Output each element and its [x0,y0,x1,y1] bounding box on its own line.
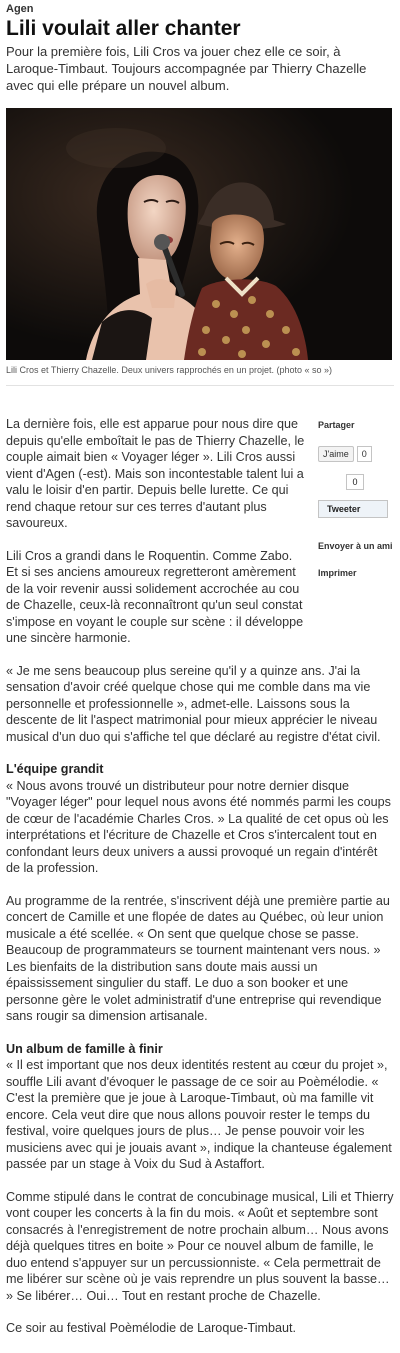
print-link[interactable]: Imprimer [318,568,357,578]
article-header [6,0,394,386]
location-kicker: Agen [6,3,34,15]
article-paragraph-6: « Il est important que nos deux identités restent au cœur du projet », souffle Lili avant d'évoquer le passage de ce soir au Poèmélodie. « C'est la première que je joue à Laroque-Timbaut, où ma famille vit encore. Cela veut dire que nous allons pouvoir rester le temps du festival, voire quelques jours de plus… Je pense pouvoir voir les musiciens avec qui je jouais avant », indique la chanteuse également passée par un stage à Voix du Sud à Astaffort. [6,1058,392,1171]
concert-photo-illustration [6,108,392,360]
section-heading-2: Un album de famille à finir [6,1041,163,1056]
tweet-button[interactable] [318,500,388,518]
tweet-count: 0 [346,474,364,490]
article-title: Lili voulait aller chanter [6,17,241,40]
article-paragraph-3: « Je me sens beaucoup plus sereine qu'il y a quinze ans. J'ai la sensation d'avoir créé quelque chose qui me comble dans ma vie personnelle et professionnelle », admet-elle. Laissons sous la descente de lit l'aspect matrimonial pour mieux apprécier le niveau musical d'un duo qui s'affiche tel que déclaré au registre d'état civil. [6,663,381,744]
article-paragraph-7: Comme stipulé dans le contrat de concubinage musical, Lili et Thierry vont couper les concerts à la fin du mois. « Août et septembre sont consacrés à l'enregistrement de notre prochain album… Nous avons déjà quelques titres en boite » Pour ce nouvel album de famille, le duo entend s'appuyer sur un percussionniste. « Cela permettrait de me libérer sur scène où je vais reprendre un plus souvent la basse… » Se libérer… Oui… Tout en restant proche de Chazelle. [6,1189,394,1303]
article-photo [6,108,392,360]
article-paragraph-8: Ce soir au festival Poèmélodie de Laroque-Timbaut. [6,1321,297,1335]
article-paragraph-4: « Nous avons trouvé un distributeur pour notre dernier disque "Voyager léger" pour lequel nous avons été nommés parmi les coups de cœur de l'académie Charles Cros. » La qualité de cet opus où les interprétations et l'écriture de Chazelle et Cros s'intercalent tout en confondant leurs deux univers a aussi provoqué un regain d'intérêt de la profession. [6,778,391,875]
article-paragraph-2: Lili Cros a grandi dans le Roquentin. Comme Zabo. Et si ses anciens amoureux regretteront amèrement de la voir revenir aussi solidement accrochée au cou de Chazelle, ceux-là reconnaîtront qu'un seul constat s'impose en voyant le couple sur scène : il développe une sincère harmonie. [6,548,304,645]
tweet-label: Tweeter [327,504,361,514]
photo-caption: Lili Cros et Thierry Chazelle. Deux univers rapprochés en un projet. (photo « so ») [6,365,332,375]
article-paragraph-5: Au programme de la rentrée, s'inscrivent déjà une première partie au concert de Camille et une flopée de dates au Québec, où leur union musicale a été scellée. « On sent que quelque chose se passe. Beaucoup de programmateurs se tournent maintenant vers nous. » Les bienfaits de la distribution sans doute mais aussi un épaississement singulier du staff. Le duo a son booker et une personne gère le volet administratif d'une entreprise qui revendique sans rougir sa dimension artisanale. [6,893,390,1023]
article-paragraph-1: La dernière fois, elle est apparue pour nous dire que depuis qu'elle emboîtait le pas de Thierry Chazelle, le couple aimait bien « Voyager léger ». Lili Cros aussi vient d'Agen (-est). Mais son incontestable talent lui a valu le loisir d'en partir. Depuis belle lurette. Ce qui rend chaque retour sur ces terres d'autant plus savoureux. [6,417,305,530]
section-heading-1: L'équipe grandit [6,762,104,776]
facebook-like-count: 0 [357,446,372,462]
facebook-like-button[interactable] [318,446,354,462]
share-label: Partager [318,420,355,430]
facebook-like-label: J'aime [323,449,349,459]
send-to-friend-link[interactable]: Envoyer à un ami [318,541,393,551]
article-lead: Pour la première fois, Lili Cros va jouer chez elle ce soir, à Laroque-Timbaut. Toujours accompagnée par Thierry Chazelle avec qui elle prépare un nouvel album. [6,44,367,93]
facebook-like-widget [318,446,394,462]
divider [6,385,394,386]
share-sidebar [318,420,394,580]
